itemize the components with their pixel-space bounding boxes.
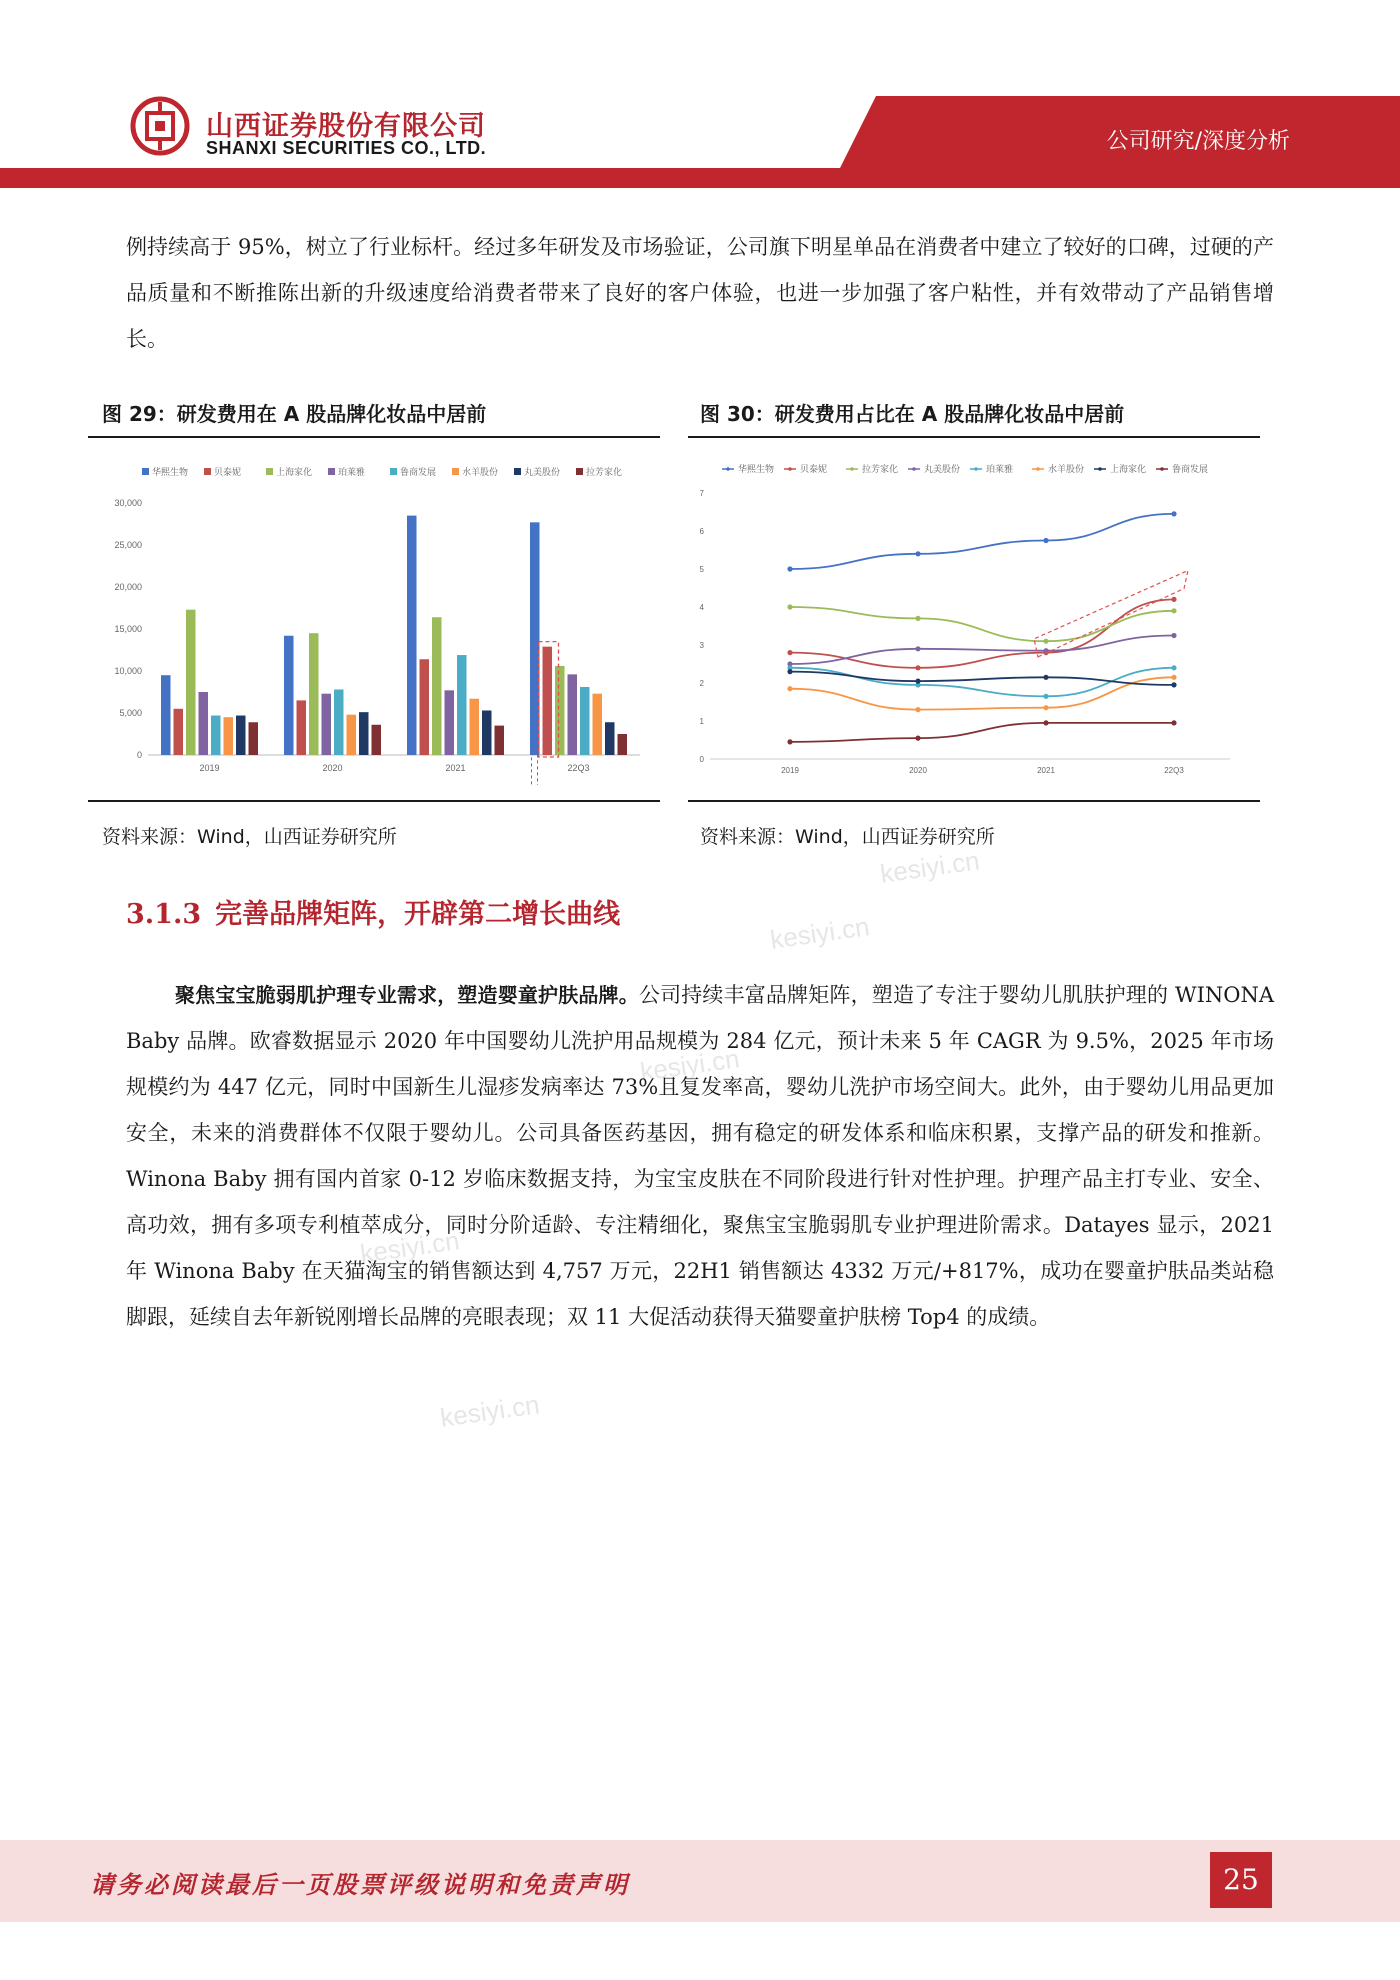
y-tick-label: 5: [699, 565, 704, 574]
body-paragraph-1: 例持续高于 95%，树立了行业标杆。经过多年研发及市场验证，公司旗下明星单品在消费者中建立了较好的口碑，过硬的产品质量和不断推陈出新的升级速度给消费者带来了良好的客户体验，也进一步加强了客户粘性，并有效带动了产品销售增长。: [126, 235, 1274, 351]
series-line: [790, 723, 1174, 742]
disclaimer-note: 请务必阅读最后一页股票评级说明和免责声明: [90, 1870, 630, 1899]
figure30-title: 图 30：研发费用占比在 A 股品牌化妆品中居前: [700, 402, 1125, 426]
series-line: [790, 672, 1174, 685]
bar: [407, 516, 417, 755]
legend-marker: [850, 467, 854, 471]
legend-swatch: [204, 468, 211, 475]
bar: [495, 726, 505, 755]
legend-swatch: [576, 468, 583, 475]
bar: [359, 712, 369, 755]
data-point: [1043, 538, 1048, 543]
legend-marker: [726, 467, 730, 471]
y-tick-label: 10,000: [114, 666, 142, 676]
y-tick-label: 4: [699, 603, 704, 612]
data-point: [1171, 720, 1176, 725]
figure30-top-rule: [688, 436, 1260, 438]
legend-marker: [974, 467, 978, 471]
data-point: [787, 604, 792, 609]
data-point: [1043, 705, 1048, 710]
bar: [284, 636, 294, 755]
header-band: [0, 0, 1400, 190]
bar: [482, 710, 492, 755]
bar: [174, 709, 184, 755]
figure29-title: 图 29：研发费用在 A 股品牌化妆品中居前: [102, 402, 487, 426]
watermark: kesiyi.cn: [438, 1389, 542, 1433]
figure29-bar-chart: [90, 445, 650, 785]
bar: [555, 666, 565, 755]
legend-label: 上海家化: [276, 467, 313, 477]
watermark: kesiyi.cn: [638, 1043, 742, 1087]
section-heading: [126, 892, 620, 931]
figure30-bottom-rule: [688, 800, 1260, 802]
data-point: [915, 665, 920, 670]
x-tick-label: 2020: [322, 763, 343, 773]
data-point: [1171, 511, 1176, 516]
legend-swatch: [142, 468, 149, 475]
legend-swatch: [452, 468, 459, 475]
y-tick-label: 5,000: [119, 708, 142, 718]
bar: [420, 659, 430, 755]
watermark: kesiyi.cn: [768, 911, 872, 955]
series-line: [790, 514, 1174, 569]
bar: [457, 655, 467, 755]
data-point: [915, 679, 920, 684]
section-title: 完善品牌矩阵，开辟第二增长曲线: [215, 899, 621, 930]
data-point: [1171, 665, 1176, 670]
y-tick-label: 2: [699, 679, 704, 688]
legend-label: 水羊股份: [462, 467, 499, 477]
legend-label: 珀莱雅: [986, 464, 1014, 474]
data-point: [1171, 633, 1176, 638]
page-number: 25: [1210, 1852, 1272, 1908]
x-tick-label: 22Q3: [1164, 766, 1184, 775]
bar: [593, 694, 603, 755]
bar: [543, 647, 553, 755]
data-point: [915, 616, 920, 621]
legend-marker: [788, 467, 792, 471]
bar: [432, 617, 442, 755]
figure30-source: 资料来源：Wind，山西证券研究所: [700, 826, 995, 848]
bar: [470, 699, 480, 755]
watermark: kesiyi.cn: [878, 845, 982, 889]
paragraph-body: 公司持续丰富品牌矩阵，塑造了专注于婴幼儿肌肤护理的 WINONA Baby 品牌。欧睿数据显示 2020 年中国婴幼儿洗护用品规模为 284 亿元，预计未来 5 年 CAGR 为 9.5%，2025 年市场规模约为 447 亿元，同时中国新生儿湿疹发病率达 73%且复发率高，婴幼儿洗护市场空间大。此外，由于婴幼儿用品更加安全，未来的消费群体不仅限于婴幼儿。公司具备医药基因，拥有稳定的研发体系和临床积累，支撑产品的研发和推新。Winona Baby 拥有国内首家 0-12 岁临床数据支持，为宝宝皮肤在不同阶段进行针对性护理。护理产品主打专业、安全、高功效，拥有多项专利植萃成分，同时分阶适龄、专注精细化，聚焦宝宝脆弱肌专业护理进阶需求。Datayes 显示，2021 年 Winona Baby 在天猫淘宝的销售额达到 4,757 万元，22H1 销售额达 4332 万元/+817%，成功在婴童护肤品类站稳脚跟，延续自去年新锐刚增长品牌的亮眼表现；双 11 大促活动获得天猫婴童护肤榜 Top4 的成绩。: [126, 983, 1275, 1329]
legend-swatch: [266, 468, 273, 475]
legend-label: 拉芳家化: [586, 467, 623, 477]
section-number: 3.1.3: [126, 899, 202, 930]
bar: [580, 687, 590, 755]
legend-label: 鲁商发展: [1172, 464, 1209, 474]
data-point: [915, 736, 920, 741]
data-point: [787, 686, 792, 691]
legend-swatch: [328, 468, 335, 475]
bar: [605, 722, 615, 755]
bar: [236, 716, 246, 755]
legend-marker: [1098, 467, 1102, 471]
data-point: [787, 669, 792, 674]
y-tick-label: 30,000: [114, 498, 142, 508]
figure29-bottom-rule: [88, 800, 660, 802]
bar: [186, 610, 196, 755]
legend-label: 拉芳家化: [862, 464, 899, 474]
legend-label: 上海家化: [1110, 464, 1147, 474]
company-logo-icon: [130, 96, 190, 156]
legend-label: 丸美股份: [524, 467, 561, 477]
x-tick-label: 2021: [1037, 766, 1055, 775]
legend-label: 贝泰妮: [800, 464, 828, 474]
data-point: [1171, 608, 1176, 613]
legend-label: 华熙生物: [738, 464, 775, 474]
data-point: [1171, 682, 1176, 687]
legend-label: 水羊股份: [1048, 464, 1085, 474]
legend-marker: [912, 467, 916, 471]
data-point: [915, 551, 920, 556]
data-point: [1043, 694, 1048, 699]
figure29-top-rule: [88, 436, 660, 438]
bar: [161, 675, 171, 755]
data-point: [787, 650, 792, 655]
bar: [347, 715, 357, 755]
y-tick-label: 1: [699, 717, 704, 726]
company-name-en: SHANXI SECURITIES CO., LTD.: [206, 138, 487, 158]
bar: [334, 689, 344, 755]
data-point: [915, 646, 920, 651]
bar: [322, 694, 332, 755]
body-paragraph-2: [126, 972, 1274, 1340]
data-point: [787, 739, 792, 744]
figure29-source: 资料来源：Wind，山西证券研究所: [102, 826, 397, 848]
bar: [199, 692, 209, 755]
legend-label: 华熙生物: [152, 467, 189, 477]
x-tick-label: 2020: [909, 766, 927, 775]
y-tick-label: 6: [699, 527, 704, 536]
bar: [618, 734, 628, 755]
report-type-label: 公司研究/深度分析: [1106, 129, 1290, 154]
y-tick-label: 0: [699, 755, 704, 764]
bar: [297, 700, 307, 755]
legend-label: 鲁商发展: [400, 467, 437, 477]
data-point: [1043, 720, 1048, 725]
page-footer: [0, 1840, 1400, 1922]
y-tick-label: 7: [699, 489, 704, 498]
series-line: [790, 607, 1174, 641]
y-tick-label: 20,000: [114, 582, 142, 592]
data-point: [1043, 675, 1048, 680]
y-tick-label: 15,000: [114, 624, 142, 634]
x-tick-label: 2019: [781, 766, 799, 775]
x-tick-label: 2021: [445, 763, 466, 773]
legend-marker: [1036, 467, 1040, 471]
legend-label: 丸美股份: [924, 464, 961, 474]
highlight-box: [1034, 571, 1188, 657]
legend-label: 珀莱雅: [338, 467, 366, 477]
bar: [445, 690, 455, 755]
legend-label: 贝泰妮: [214, 467, 242, 477]
bar: [211, 716, 221, 755]
legend-swatch: [514, 468, 521, 475]
figure30-line-chart: [690, 445, 1250, 785]
x-tick-label: 22Q3: [567, 763, 590, 773]
bar: [224, 717, 234, 755]
y-tick-label: 25,000: [114, 540, 142, 550]
data-point: [915, 707, 920, 712]
x-tick-label: 2019: [199, 763, 220, 773]
bar: [249, 722, 259, 755]
data-point: [1171, 597, 1176, 602]
y-tick-label: 3: [699, 641, 704, 650]
data-point: [1043, 639, 1048, 644]
legend-marker: [1160, 467, 1164, 471]
data-point: [1171, 675, 1176, 680]
page-header: [0, 0, 1400, 190]
data-point: [787, 566, 792, 571]
watermark: kesiyi.cn: [358, 1225, 462, 1269]
bar: [372, 725, 382, 755]
paragraph-lead: 聚焦宝宝脆弱肌护理专业需求，塑造婴童护肤品牌。: [175, 983, 639, 1007]
company-name-cn: 山西证券股份有限公司: [206, 111, 486, 142]
bar: [568, 674, 578, 755]
bar: [309, 633, 319, 755]
y-tick-label: 0: [136, 750, 142, 760]
legend-swatch: [390, 468, 397, 475]
